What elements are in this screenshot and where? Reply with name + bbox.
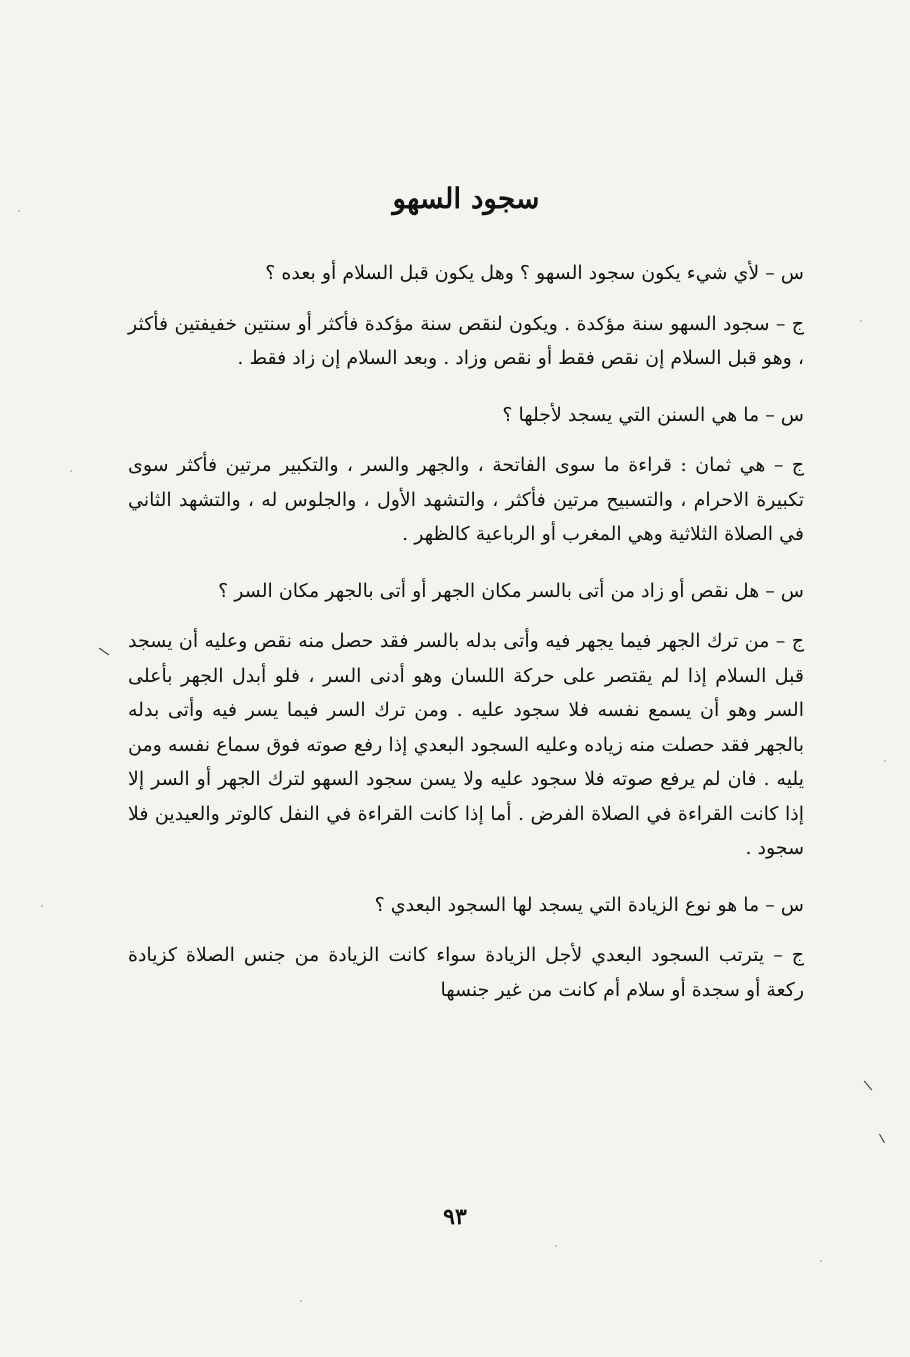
question-paragraph: س – هل نقص أو زاد من أتى بالسر مكان الجهر أو أتى بالجهر مكان السر ؟	[218, 579, 804, 602]
answer-paragraph: ج – من ترك الجهر فيما يجهر فيه وأتى بدله بالسر فقد حصل منه نقص وعليه أن يسجد قبل السلام إذا لم يقتصر على حركة اللسان وهو أدنى السر ، فلو أبدل الجهر بأعلى السر وهو أن يسمع نفسه فلا سجود عليه . ومن ترك السر فيما يسر فيه وأتى بدله بالجهر فقد حصلت منه زياده وعليه السجود البعدي إذا رفع صوته فوق سماع نفسه ومن يليه . فان لم يرفع صوته فلا سجود عليه ولا يسن سجود السهو لترك الجهر أو السر إلا إذا كانت القراءة في الصلاة الفرض . أما إذا كانت القراءة في النفل كالوتر والعيدين فلا سجود .	[128, 630, 805, 859]
scan-speck	[41, 905, 43, 907]
scan-speck	[18, 210, 20, 212]
scan-mark	[864, 1081, 872, 1091]
scan-speck	[820, 1260, 822, 1262]
scan-mark	[99, 648, 109, 656]
scan-speck	[555, 1245, 557, 1247]
question-paragraph: س – ما هو نوع الزيادة التي يسجد لها السجود البعدي ؟	[374, 893, 804, 916]
answer-paragraph: ج – يترتب السجود البعدي لأجل الزيادة سواء كانت الزيادة من جنس الصلاة كزيادة ركعة أو سجدة أو سلام أم كانت من غير جنسها	[128, 944, 804, 1001]
scan-speck	[300, 1300, 302, 1302]
scan-mark	[879, 1134, 885, 1143]
text-body	[128, 170, 804, 1029]
answer-paragraph: ج – سجود السهو سنة مؤكدة . ويكون لنقص سنة مؤكدة فأكثر أو سنتين خفيفتين فأكثر ، وهو قبل السلام إن نقص فقط أو نقص وزاد . وبعد السلام إن زاد فقط .	[128, 312, 804, 369]
question-paragraph: س – ما هي السنن التي يسجد لأجلها ؟	[502, 403, 804, 426]
scan-speck	[70, 470, 72, 472]
answer-paragraph: ج – هي ثمان : قراءة ما سوى الفاتحة ، والجهر والسر ، والتكبير مرتين فأكثر سوى تكبيرة الاحرام ، والتسبيح مرتين فأكثر ، والتشهد الأول ، والجلوس له ، والتشهد الثاني في الصلاة الثلاثية وهي المغرب أو الرباعية كالظهر .	[128, 454, 804, 545]
page-number: ٩٣	[443, 1204, 467, 1230]
scan-speck	[884, 760, 886, 762]
page-title: سجود السهو	[392, 182, 540, 215]
scan-speck	[860, 320, 862, 322]
question-paragraph: س – لأي شيء يكون سجود السهو ؟ وهل يكون قبل السلام أو بعده ؟	[265, 262, 804, 284]
